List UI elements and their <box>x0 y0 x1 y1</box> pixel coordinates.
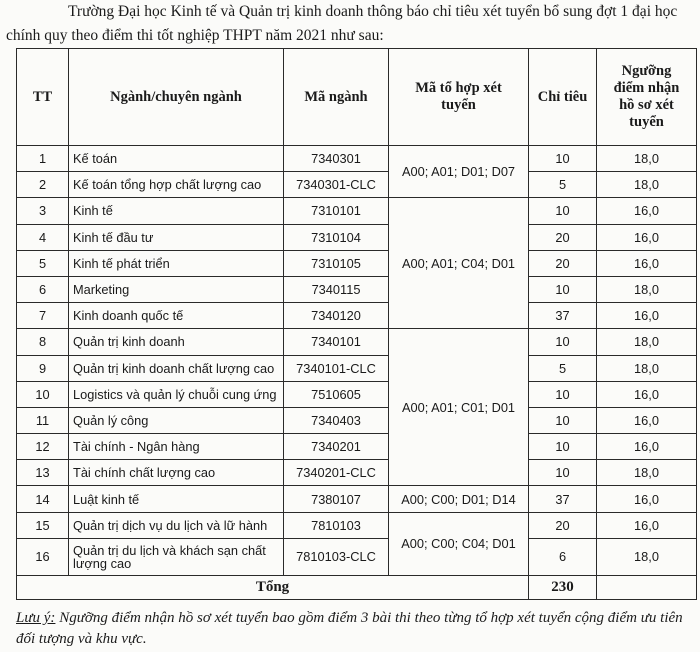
row-code: 7380107 <box>284 486 389 512</box>
row-code: 7340101 <box>284 329 389 355</box>
row-code: 7340115 <box>284 276 389 302</box>
combo-cell: A00; C00; C04; D01 <box>389 512 529 575</box>
combo-cell: A00; A01; C04; D01 <box>389 198 529 329</box>
row-major: Tài chính - Ngân hàng <box>69 434 284 460</box>
table-row <box>17 355 697 381</box>
row-tt: 8 <box>17 329 69 355</box>
row-tt: 14 <box>17 486 69 512</box>
row-major: Quản trị kinh doanh <box>69 329 284 355</box>
row-code: 7340301 <box>284 146 389 172</box>
combo-cell: A00; A01; C01; D01 <box>389 329 529 486</box>
row-threshold: 16,0 <box>597 250 697 276</box>
row-major: Kế toán tổng hợp chất lượng cao <box>69 172 284 198</box>
row-threshold: 16,0 <box>597 434 697 460</box>
header-major: Ngành/chuyên ngành <box>69 49 284 146</box>
row-tt: 5 <box>17 250 69 276</box>
row-tt: 4 <box>17 224 69 250</box>
row-major: Kinh tế phát triển <box>69 250 284 276</box>
footnote <box>16 608 696 650</box>
header-quota: Chỉ tiêu <box>529 49 597 146</box>
row-tt: 6 <box>17 276 69 302</box>
row-quota: 10 <box>529 407 597 433</box>
row-major: Logistics và quản lý chuỗi cung ứng <box>69 381 284 407</box>
row-code: 7340120 <box>284 303 389 329</box>
header-threshold: Ngưỡng điểm nhận hồ sơ xét tuyển <box>597 49 697 146</box>
row-major: Quản trị du lịch và khách sạn chất lượng cao <box>69 538 284 575</box>
table-row <box>17 303 697 329</box>
row-quota: 37 <box>529 303 597 329</box>
table-row <box>17 512 697 538</box>
row-code: 7810103 <box>284 512 389 538</box>
row-threshold: 18,0 <box>597 329 697 355</box>
table-row <box>17 434 697 460</box>
table-row <box>17 224 697 250</box>
row-quota: 10 <box>529 198 597 224</box>
combo-cell: A00; A01; D01; D07 <box>389 146 529 198</box>
row-threshold: 16,0 <box>597 198 697 224</box>
row-tt: 13 <box>17 460 69 486</box>
row-quota: 10 <box>529 460 597 486</box>
row-threshold: 16,0 <box>597 407 697 433</box>
row-major: Marketing <box>69 276 284 302</box>
total-label: Tổng <box>17 575 529 599</box>
row-major: Quản trị dịch vụ du lịch và lữ hành <box>69 512 284 538</box>
row-code: 7340101-CLC <box>284 355 389 381</box>
table-row <box>17 172 697 198</box>
row-code: 7340301-CLC <box>284 172 389 198</box>
header-tt: TT <box>17 49 69 146</box>
row-threshold: 16,0 <box>597 381 697 407</box>
row-tt: 1 <box>17 146 69 172</box>
row-major: Quản lý công <box>69 407 284 433</box>
row-code: 7310104 <box>284 224 389 250</box>
admission-table <box>16 48 697 600</box>
row-code: 7340403 <box>284 407 389 433</box>
combo-cell: A00; C00; D01; D14 <box>389 486 529 512</box>
row-code: 7340201 <box>284 434 389 460</box>
row-tt: 16 <box>17 538 69 575</box>
row-threshold: 16,0 <box>597 224 697 250</box>
row-tt: 9 <box>17 355 69 381</box>
table-row <box>17 407 697 433</box>
row-threshold: 16,0 <box>597 512 697 538</box>
row-threshold: 18,0 <box>597 146 697 172</box>
row-quota: 10 <box>529 381 597 407</box>
header-code: Mã ngành <box>284 49 389 146</box>
row-code: 7510605 <box>284 381 389 407</box>
total-value: 230 <box>529 575 597 599</box>
row-tt: 2 <box>17 172 69 198</box>
row-quota: 37 <box>529 486 597 512</box>
footnote-text: Ngưỡng điểm nhận hồ sơ xét tuyển bao gồm điểm 3 bài thi theo từng tổ hợp xét tuyển cộng điểm ưu tiên đối tượng và khu vực. <box>16 610 683 647</box>
row-quota: 5 <box>529 355 597 381</box>
row-major: Kinh tế <box>69 198 284 224</box>
row-quota: 20 <box>529 250 597 276</box>
row-tt: 7 <box>17 303 69 329</box>
row-tt: 10 <box>17 381 69 407</box>
row-major: Luật kinh tế <box>69 486 284 512</box>
row-threshold: 18,0 <box>597 460 697 486</box>
row-code: 7310105 <box>284 250 389 276</box>
row-quota: 6 <box>529 538 597 575</box>
table-row <box>17 538 697 575</box>
table-row <box>17 146 697 172</box>
row-code: 7810103-CLC <box>284 538 389 575</box>
row-quota: 5 <box>529 172 597 198</box>
row-quota: 20 <box>529 224 597 250</box>
footnote-label: Lưu ý: <box>16 610 56 626</box>
row-quota: 10 <box>529 329 597 355</box>
row-threshold: 18,0 <box>597 538 697 575</box>
row-quota: 20 <box>529 512 597 538</box>
total-empty-cell <box>597 575 697 599</box>
row-quota: 10 <box>529 434 597 460</box>
row-tt: 3 <box>17 198 69 224</box>
row-major: Kinh tế đầu tư <box>69 224 284 250</box>
table-row <box>17 381 697 407</box>
row-major: Kinh doanh quốc tế <box>69 303 284 329</box>
row-threshold: 16,0 <box>597 303 697 329</box>
row-threshold: 18,0 <box>597 355 697 381</box>
row-quota: 10 <box>529 146 597 172</box>
row-threshold: 18,0 <box>597 276 697 302</box>
row-code: 7340201-CLC <box>284 460 389 486</box>
table-row <box>17 250 697 276</box>
row-major: Tài chính chất lượng cao <box>69 460 284 486</box>
row-major: Quản trị kinh doanh chất lượng cao <box>69 355 284 381</box>
row-code: 7310101 <box>284 198 389 224</box>
total-row <box>17 575 697 599</box>
row-threshold: 16,0 <box>597 486 697 512</box>
row-major: Kế toán <box>69 146 284 172</box>
table-row <box>17 460 697 486</box>
row-tt: 15 <box>17 512 69 538</box>
table-row <box>17 198 697 224</box>
intro-paragraph: Trường Đại học Kinh tế và Quản trị kinh doanh thông báo chỉ tiêu xét tuyển bổ sung đợt 1 đại học chính quy theo điểm thi tốt nghiệp THPT năm 2021 như sau: <box>6 3 678 44</box>
header-combo: Mã tổ hợp xét tuyển <box>389 49 529 146</box>
table-row <box>17 276 697 302</box>
row-tt: 12 <box>17 434 69 460</box>
row-tt: 11 <box>17 407 69 433</box>
table-row <box>17 486 697 512</box>
table-header-row <box>17 49 697 146</box>
row-threshold: 18,0 <box>597 172 697 198</box>
row-quota: 10 <box>529 276 597 302</box>
table-row <box>17 329 697 355</box>
